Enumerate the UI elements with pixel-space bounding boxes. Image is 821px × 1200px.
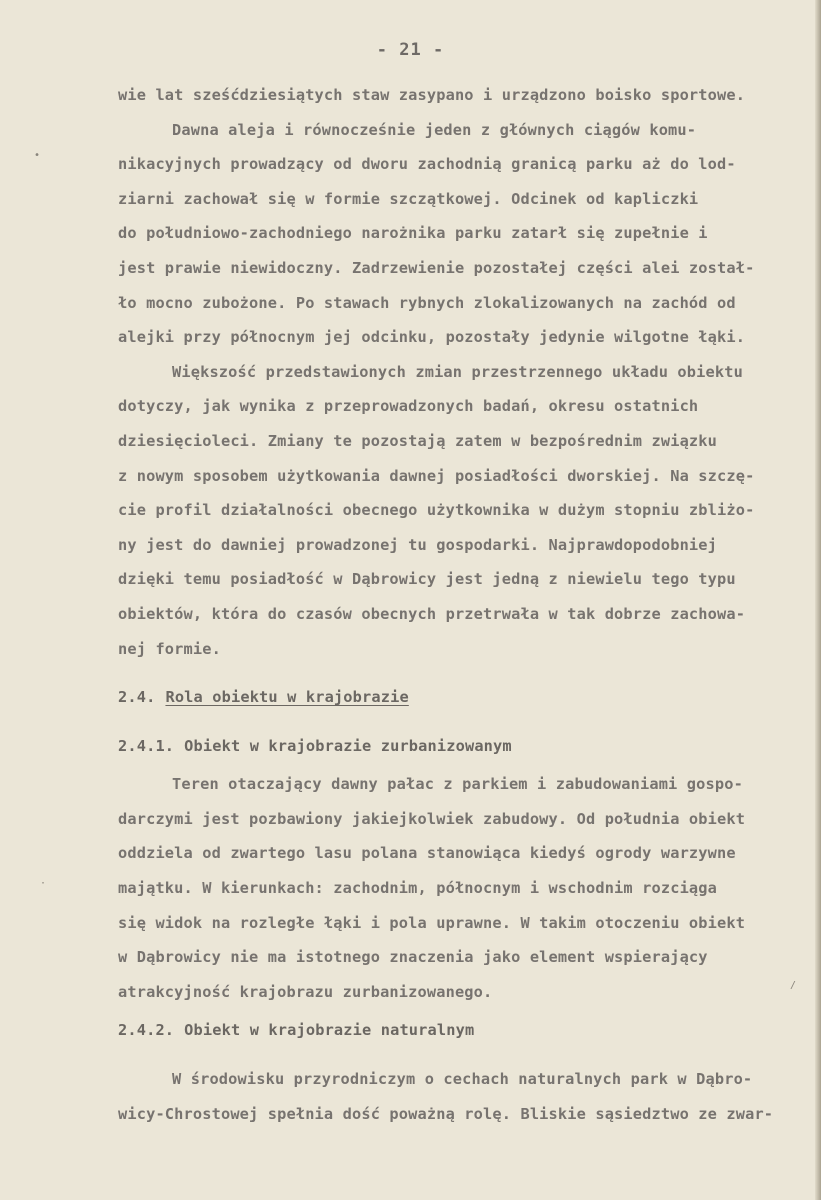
text-line: ło mocno zubożone. Po stawach rybnych zlokalizowanych na zachód od <box>118 293 736 312</box>
text-line: dotyczy, jak wynika z przeprowadzonych badań, okresu ostatnich <box>118 397 699 416</box>
paragraph-natural-landscape <box>118 1062 808 1131</box>
section-heading-2-4-2 <box>118 1013 808 1048</box>
section-heading-2-4 <box>118 680 808 715</box>
text-line: wie lat sześćdziesiątych staw zasypano i urządzono boisko sportowe. <box>118 86 746 104</box>
text-line: ny jest do dawniej prowadzonej tu gospodarki. Najprawdopodobniej <box>118 535 718 554</box>
text-line: W środowisku przyrodniczym o cechach naturalnych park w Dąbro- <box>172 1070 753 1089</box>
text-line: wicy-Chrostowej spełnia dość poważną rolę. Bliskie sąsiedztwo ze zwar- <box>118 1104 774 1123</box>
paragraph-alley <box>118 113 808 355</box>
text-line: Dawna aleja i równocześnie jeden z głównych ciągów komu- <box>172 120 697 139</box>
section-heading-2-4-1 <box>118 729 808 764</box>
section-number: 2.4.1. <box>118 736 175 755</box>
text-line: Teren otaczający dawny pałac z parkiem i zabudowaniami gospo- <box>172 775 743 794</box>
text-line: do południowo-zachodniego narożnika parku zatarł się zupełnie i <box>118 224 708 243</box>
text-line: oddziela od zwartego lasu polana stanowiąca kiedyś ogrody warzywne <box>118 844 736 863</box>
paragraph-continuation <box>118 78 808 113</box>
text-line: z nowym sposobem użytkowania dawnej posiadłości dworskiej. Na szczę- <box>118 466 755 485</box>
page-body <box>118 78 808 1131</box>
text-line: nikacyjnych prowadzący od dworu zachodnią granicą parku aż do lod- <box>118 155 736 174</box>
text-line: się widok na rozległe łąki i pola uprawne. W takim otoczeniu obiekt <box>118 913 746 932</box>
section-number: 2.4.2. <box>118 1021 175 1040</box>
text-line: cie profil działalności obecnego użytkownika w dużym stopniu zbliżo- <box>118 501 755 520</box>
text-line: majątku. W kierunkach: zachodnim, północnym i wschodnim rozciąga <box>118 879 718 898</box>
text-line: obiektów, która do czasów obecnych przetrwała w tak dobrze zachowa- <box>118 604 746 623</box>
text-line: jest prawie niewidoczny. Zadrzewienie pozostałej części alei został- <box>118 258 755 277</box>
text-line: darczymi jest pozbawiony jakiejkolwiek zabudowy. Od południa obiekt <box>118 809 746 828</box>
text-line: alejki przy północnym jej odcinku, pozostały jedynie wilgotne łąki. <box>118 328 746 347</box>
paragraph-urban-landscape <box>118 767 808 1009</box>
text-line: dziesięcioleci. Zmiany te pozostają zatem w bezpośrednim związku <box>118 431 718 450</box>
text-line: Większość przedstawionych zmian przestrzennego układu obiektu <box>172 362 743 381</box>
text-line: dzięki temu posiadłość w Dąbrowicy jest jedną z niewielu tego typu <box>118 570 736 589</box>
text-line: atrakcyjność krajobrazu zurbanizowanego. <box>118 982 493 1001</box>
page-number: - 21 - <box>376 40 445 60</box>
section-title: Rola obiektu w krajobrazie <box>165 688 409 707</box>
section-title: Obiekt w krajobrazie zurbanizowanym <box>184 736 512 755</box>
section-title: Obiekt w krajobrazie naturalnym <box>184 1021 475 1040</box>
section-number: 2.4. <box>118 688 156 707</box>
paper-speck: · <box>40 878 47 889</box>
text-line: nej formie. <box>118 639 221 658</box>
paragraph-changes <box>118 355 808 666</box>
paper-speck: / <box>790 980 797 991</box>
text-line: ziarni zachował się w formie szczątkowej. Odcinek od kapliczki <box>118 189 699 208</box>
text-line: w Dąbrowicy nie ma istotnego znaczenia jako element wspierający <box>118 948 708 967</box>
paper-speck: • <box>34 150 41 161</box>
